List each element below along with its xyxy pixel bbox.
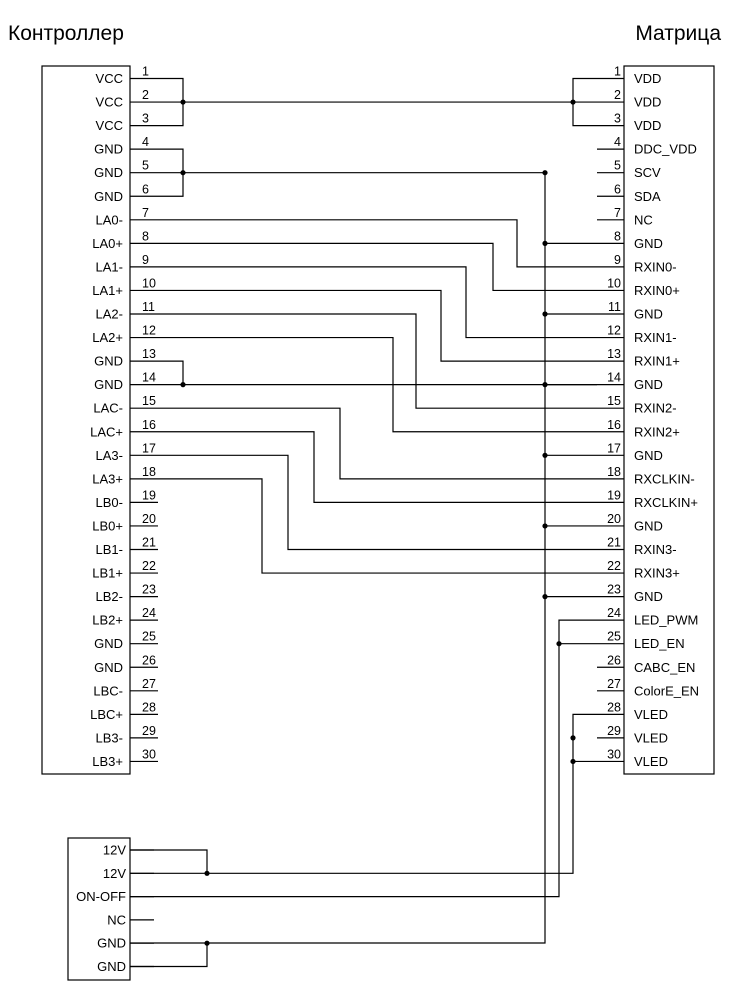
controller-pin-number: 16 — [142, 417, 156, 432]
matrix-pin-number: 27 — [607, 676, 621, 691]
controller-pin-number: 29 — [142, 723, 156, 738]
controller-pin-number: 10 — [142, 276, 156, 291]
matrix-pin-number: 9 — [614, 252, 621, 267]
controller-pin-label: LB3+ — [92, 753, 123, 769]
matrix-pin-number: 16 — [607, 417, 621, 432]
matrix-pin-label: RXIN2- — [634, 400, 677, 416]
matrix-pin-label: GND — [634, 306, 663, 322]
matrix-pin-number: 28 — [607, 700, 621, 715]
matrix-pin-number: 11 — [608, 300, 621, 314]
matrix-pin-label: VDD — [634, 118, 662, 134]
controller-pin-number: 9 — [142, 252, 149, 267]
power-pin-label: 12V — [102, 842, 126, 858]
junction-dot — [542, 594, 547, 599]
matrix-pin-number: 21 — [607, 535, 621, 550]
matrix-pin-label: SCV — [634, 165, 661, 181]
matrix-pin-number: 19 — [607, 488, 621, 503]
gnd-bus — [130, 173, 545, 943]
controller-pin-number: 2 — [142, 88, 149, 103]
matrix-pin-label: SDA — [634, 188, 661, 204]
matrix-pin-number: 25 — [607, 629, 621, 644]
matrix-pin-number: 13 — [607, 347, 621, 362]
matrix-pin-label: RXIN1+ — [634, 353, 680, 369]
controller-pin-label: LA2- — [95, 306, 123, 322]
controller-pin-label: VCC — [95, 71, 123, 86]
controller-pin-label: LB0- — [95, 494, 123, 510]
matrix-title: Матрица — [635, 22, 721, 45]
matrix-pin-label: GND — [634, 235, 663, 251]
controller-pin-label: GND — [94, 353, 123, 369]
junction-dot — [570, 735, 575, 740]
controller-pin-number: 25 — [142, 629, 156, 644]
wire-12v-vled — [130, 761, 573, 873]
controller-pin-label: GND — [94, 659, 123, 675]
matrix-pin-number: 3 — [614, 111, 621, 126]
controller-pin-number: 22 — [142, 559, 156, 574]
controller-pin-label: LBC+ — [90, 706, 123, 722]
wires — [130, 79, 597, 967]
power-pin-label: NC — [107, 912, 126, 928]
controller-pin-number: 13 — [142, 347, 156, 362]
matrix-pin-label: GND — [634, 589, 663, 605]
matrix-pin-number: 1 — [614, 64, 621, 79]
matrix-pin-label: RXIN0- — [634, 259, 677, 275]
controller-pin-number: 24 — [142, 606, 156, 621]
matrix-pin-number: 17 — [607, 441, 621, 456]
gnd-bridge — [158, 361, 183, 385]
controller-pin-label: VCC — [95, 94, 123, 110]
power-gnd-bridge — [130, 943, 207, 966]
matrix-pin-label: LED_PWM — [634, 612, 699, 628]
controller-pin-label: LAC- — [93, 400, 123, 416]
controller-pin-number: 17 — [142, 441, 156, 456]
matrix-pin-label: VLED — [634, 753, 668, 769]
matrix-pin-label: VLED — [634, 706, 668, 722]
controller-pin-label: LB3- — [95, 730, 123, 746]
matrix-pin-number: 14 — [607, 370, 621, 385]
matrix-pin-number: 23 — [607, 582, 621, 597]
matrix-pin-number: 8 — [614, 229, 621, 244]
matrix-pin-label: NC — [634, 212, 653, 228]
controller-pin-number: 4 — [142, 135, 149, 150]
wire-onoff-leden — [130, 644, 597, 897]
matrix-pin-label: RXIN2+ — [634, 424, 680, 440]
matrix-pin-number: 7 — [614, 205, 621, 220]
junction-dot — [542, 382, 547, 387]
controller-pin-label: LA3+ — [92, 471, 123, 487]
matrix-pin-number: 4 — [614, 135, 621, 150]
matrix-pin-number: 30 — [607, 747, 621, 762]
controller-pin-number: 28 — [142, 700, 156, 715]
controller-pin-label: GND — [94, 188, 123, 204]
junction-dot — [542, 170, 547, 175]
controller-pin-number: 19 — [142, 488, 156, 503]
matrix-pin-label: CABC_EN — [634, 659, 696, 675]
junction-dot — [204, 941, 209, 946]
matrix-pin-label: RXCLKIN+ — [634, 494, 698, 510]
junction-dot — [542, 523, 547, 528]
controller-pin-number: 5 — [142, 158, 149, 173]
matrix-pin-label: GND — [634, 447, 663, 463]
controller-pin-label: LA3- — [95, 447, 123, 463]
matrix-pin-number: 20 — [607, 511, 621, 526]
power-pin-label: GND — [97, 959, 126, 974]
matrix-pin-number: 26 — [607, 653, 621, 668]
matrix-pin-number: 24 — [607, 606, 621, 621]
matrix-pin-label: RXCLKIN- — [634, 471, 695, 487]
vled-bridge — [573, 714, 597, 761]
matrix-pin-number: 5 — [614, 158, 621, 173]
controller-pin-number: 30 — [142, 747, 156, 762]
controller-pin-label: GND — [94, 636, 123, 652]
power-12v-bridge — [130, 850, 207, 873]
controller-pin-number: 6 — [142, 182, 149, 197]
junction-dot — [542, 311, 547, 316]
matrix-pin-label: VDD — [634, 94, 662, 110]
matrix-pin-label: VLED — [634, 730, 668, 746]
controller-pin-number: 26 — [142, 653, 156, 668]
power-pin-label: GND — [97, 935, 126, 951]
controller-pin-label: LA0+ — [92, 235, 123, 251]
controller-pins — [90, 65, 158, 769]
lvds-wire — [158, 267, 597, 338]
controller-pin-number: 12 — [142, 323, 156, 338]
controller-pin-number: 18 — [142, 464, 156, 479]
matrix-pin-number: 15 — [607, 394, 621, 409]
wire-ledpwm — [559, 620, 597, 644]
matrix-pin-label: RXIN0+ — [634, 282, 680, 298]
matrix-pin-label: VDD — [634, 71, 662, 86]
matrix-pin-number: 12 — [607, 323, 621, 338]
matrix-pin-number: 22 — [607, 559, 621, 574]
matrix-pin-number: 29 — [607, 723, 621, 738]
controller-pin-label: LB1- — [95, 542, 123, 557]
controller-pin-number: 7 — [142, 205, 149, 220]
controller-pin-label: LB0+ — [92, 518, 123, 534]
lvds-wire — [158, 479, 597, 573]
power-pins — [76, 843, 154, 975]
matrix-pin-label: ColorE_EN — [634, 683, 700, 699]
controller-pin-label: LA2+ — [92, 330, 123, 346]
matrix-pin-label: DDC_VDD — [634, 141, 697, 157]
controller-pin-number: 21 — [142, 535, 156, 550]
matrix-pin-label: RXIN3+ — [634, 565, 680, 581]
controller-pin-label: GND — [94, 377, 123, 393]
controller-pin-label: LBC- — [93, 683, 123, 699]
controller-pin-number: 8 — [142, 229, 149, 244]
matrix-pin-label: RXIN1- — [634, 330, 677, 346]
controller-pin-label: LA1+ — [92, 282, 123, 298]
controller-pin-number: 1 — [142, 64, 149, 79]
junction-dot — [542, 241, 547, 246]
controller-pin-label: LB2- — [95, 589, 123, 605]
power-pin-label: ON-OFF — [76, 889, 126, 905]
controller-pin-label: LB1+ — [92, 565, 123, 581]
junction-dot — [542, 453, 547, 458]
controller-pin-number: 3 — [142, 111, 149, 126]
controller-pin-number: 14 — [142, 370, 156, 385]
power-pin-label: 12V — [102, 865, 126, 881]
junction-dot — [204, 871, 209, 876]
controller-pin-label: GND — [94, 165, 123, 181]
matrix-pin-label: LED_EN — [634, 636, 685, 652]
controller-pin-number: 11 — [142, 300, 155, 314]
lvds-wire — [158, 432, 597, 503]
controller-title: Контроллер — [8, 22, 124, 45]
controller-pin-label: VCC — [95, 118, 123, 134]
controller-pin-number: 27 — [142, 676, 156, 691]
controller-pin-label: LA0- — [95, 212, 123, 228]
lvds-wire — [158, 290, 597, 361]
matrix-pin-number: 6 — [614, 182, 621, 197]
matrix-pin-number: 18 — [607, 464, 621, 479]
controller-pin-label: GND — [94, 141, 123, 157]
controller-pin-number: 23 — [142, 582, 156, 597]
controller-pin-label: LAC+ — [90, 424, 123, 440]
matrix-pins — [597, 65, 699, 769]
matrix-pin-label: GND — [634, 518, 663, 534]
matrix-pin-label: GND — [634, 377, 663, 393]
controller-pin-label: LB2+ — [92, 612, 123, 628]
lvds-wire — [158, 408, 597, 479]
matrix-pin-number: 2 — [614, 88, 621, 103]
controller-pin-label: LA1- — [95, 259, 123, 275]
controller-pin-number: 20 — [142, 511, 156, 526]
matrix-pin-label: RXIN3- — [634, 542, 677, 557]
matrix-pin-number: 10 — [607, 276, 621, 291]
controller-pin-number: 15 — [142, 394, 156, 409]
